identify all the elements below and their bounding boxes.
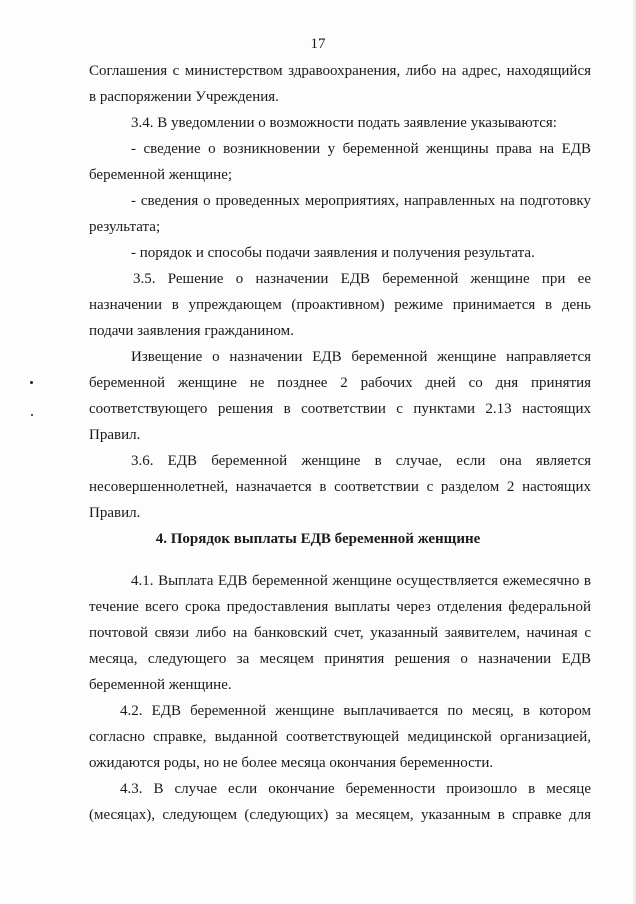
text-line: назначении в упреждающем (проактивном) режиме принимается в день <box>89 297 591 313</box>
text-line: результата; <box>89 219 161 235</box>
text-line: беременной женщине. <box>89 677 232 693</box>
text-line: в распоряжении Учреждения. <box>89 89 279 105</box>
text-line: Соглашения с министерством здравоохранения, либо на адрес, находящийся <box>89 63 591 79</box>
page-number: 17 <box>310 36 326 52</box>
text-line: ожидаются роды, но не более месяца окончания беременности. <box>89 755 494 771</box>
text-line: соответствующего решения в соответствии с пунктами 2.13 настоящих <box>89 401 591 417</box>
section-heading: 4. Порядок выплаты ЕДВ беременной женщине <box>155 531 481 547</box>
text-line: течение всего срока предоставления выплаты через отделения федеральной <box>89 599 591 615</box>
text-line: 4.2. ЕДВ беременной женщине выплачивается по месяц, в котором <box>120 703 591 719</box>
text-line: беременной женщине; <box>89 167 233 183</box>
text-line: согласно справке, выданной соответствующей медицинской организацией, <box>89 729 591 745</box>
text-line: Правил. <box>89 505 141 521</box>
text-line: 3.5. Решение о назначении ЕДВ беременной женщине при ее <box>133 271 591 287</box>
scan-speck <box>30 381 33 384</box>
text-line: несовершеннолетней, назначается в соответствии с разделом 2 настоящих <box>89 479 591 495</box>
text-line: беременной женщине не позднее 2 рабочих дней со дня принятия <box>89 375 591 391</box>
text-line: 3.6. ЕДВ беременной женщине в случае, если она является <box>131 453 591 469</box>
text-line: почтовой связи либо на банковский счет, указанный заявителем, начиная с <box>89 625 591 641</box>
text-line: (месяцах), следующем (следующих) за месяцем, указанным в справке для <box>89 807 591 823</box>
text-line: 4.1. Выплата ЕДВ беременной женщине осуществляется ежемесячно в <box>131 573 591 589</box>
text-line: Правил. <box>89 427 141 443</box>
text-line: подачи заявления гражданином. <box>89 323 294 339</box>
text-line: - сведения о проведенных мероприятиях, направленных на подготовку <box>131 193 591 209</box>
text-line: 3.4. В уведомлении о возможности подать заявление указываются: <box>131 115 557 131</box>
text-line: месяца, следующего за месяцем принятия решения о назначении ЕДВ <box>89 651 591 667</box>
text-line: Извещение о назначении ЕДВ беременной женщине направляется <box>131 349 591 365</box>
scan-speck <box>31 414 33 416</box>
text-line: 4.3. В случае если окончание беременности произошло в месяце <box>120 781 591 797</box>
text-line: - сведение о возникновении у беременной женщины права на ЕДВ <box>131 141 591 157</box>
text-line: - порядок и способы подачи заявления и получения результата. <box>131 245 535 261</box>
